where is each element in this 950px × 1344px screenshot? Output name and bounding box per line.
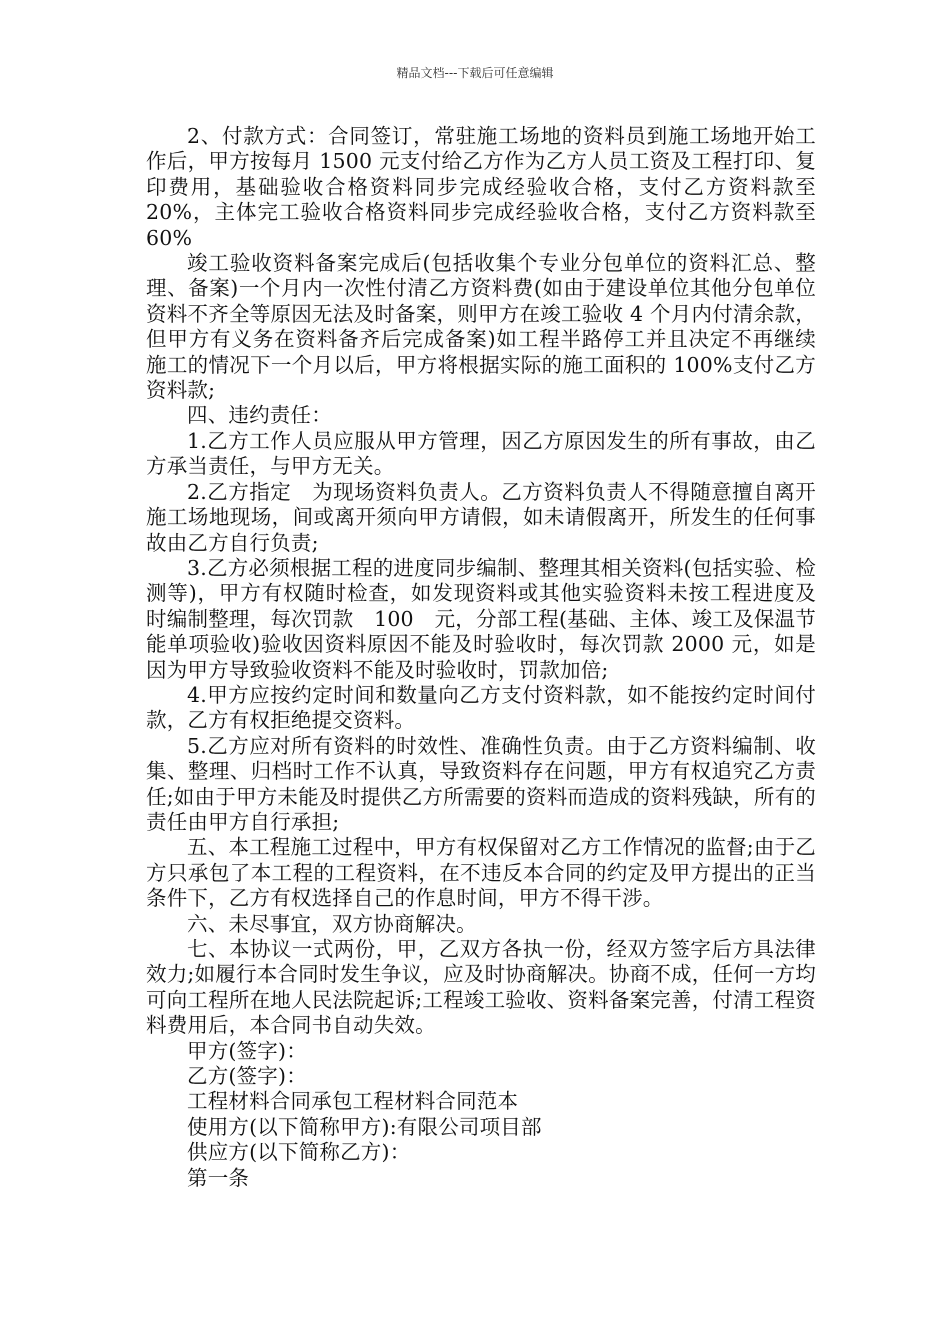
- contract-body: [146, 124, 816, 1191]
- contract-template-title: 工程材料合同承包工程材料合同范本: [187, 1089, 519, 1114]
- section-seven: 七、本协议一式两份，甲，乙双方各执一份，经双方签字后方具法律效力;如履行本合同时发生争议，应及时协商解决。协商不成，任何一方均可向工程所在地人民法院起诉;工程竣工验收、资料备案完善，付清工程资料费用后，本合同书自动失效。: [146, 937, 816, 1038]
- clause-2: 2.乙方指定 为现场资料负责人。乙方资料负责人不得随意擅自离开施工场地现场，间或离开须向甲方请假，如未请假离开，所发生的任何事故由乙方自行负责;: [146, 479, 816, 555]
- section-five: 五、本工程施工过程中，甲方有权保留对乙方工作情况的监督;由于乙方只承包了本工程的工程资料，在不违反本合同的约定及甲方提出的正当条件下，乙方有权选择自己的作息时间，甲方不得干涉。: [146, 835, 816, 911]
- clause-5: 5.乙方应对所有资料的时效性、准确性负责。由于乙方资料编制、收集、整理、归档时工作不认真，导致资料存在问题，甲方有权追究乙方责任;如由于甲方未能及时提供乙方所需要的资料而造成的资料残缺，所有的责任由甲方自行承担;: [146, 733, 816, 834]
- section-six: 六、未尽事宜，双方协商解决。: [187, 911, 477, 936]
- supplier-party-line: 供应方(以下简称乙方)：: [187, 1140, 411, 1165]
- clause-4: 4.甲方应按约定时间和数量向乙方支付资料款，如不能按约定时间付款，乙方有权拒绝提交资料。: [146, 682, 816, 733]
- clause-1: 1.乙方工作人员应服从甲方管理，因乙方原因发生的所有事故，由乙方承当责任，与甲方无关。: [146, 428, 816, 479]
- party-a-signature: 甲方(签字)：: [187, 1038, 307, 1063]
- party-b-signature: 乙方(签字)：: [187, 1064, 307, 1089]
- user-party-line: 使用方(以下简称甲方):有限公司项目部: [187, 1114, 542, 1139]
- heading-breach-liability: 四、违约责任：: [187, 403, 332, 428]
- clause-3: 3.乙方必须根据工程的进度同步编制、整理其相关资料(包括实验、检测等)，甲方有权随时检查，如发现资料或其他实验资料未按工程进度及时编制整理，每次罚款 100 元，分部工程(基础、主体、竣工及保温节能单项验收)验收因资料原因不能及时验收时，每次罚款 2000 元，如是因为甲方导致验收资料不能及时验收时，罚款加倍;: [146, 555, 816, 682]
- page-header: 精品文档---下载后可任意编辑: [396, 66, 554, 80]
- article-one: 第一条: [187, 1165, 250, 1190]
- paragraph-payment-method: 2、付款方式：合同签订，常驻施工场地的资料员到施工场地开始工作后，甲方按每月 1500 元支付给乙方作为乙方人员工资及工程打印、复印费用，基础验收合格资料同步完成经验收合格，支付乙方资料款至 20%，主体完工验收合格资料同步完成经验收合格，支付乙方资料款至 60%: [146, 124, 816, 250]
- paragraph-completion-filing: 竣工验收资料备案完成后(包括收集个专业分包单位的资料汇总、整理、备案)一个月内一次性付清乙方资料费(如由于建设单位其他分包单位资料不齐全等原因无法及时备案，则甲方在竣工验收 4 个月内付清余款，但甲方有义务在资料备齐后完成备案)如工程半路停工并且决定不再继续施工的情况下一个月以后，甲方将根据实际的施工面积的 100%支付乙方资料款;: [146, 251, 816, 403]
